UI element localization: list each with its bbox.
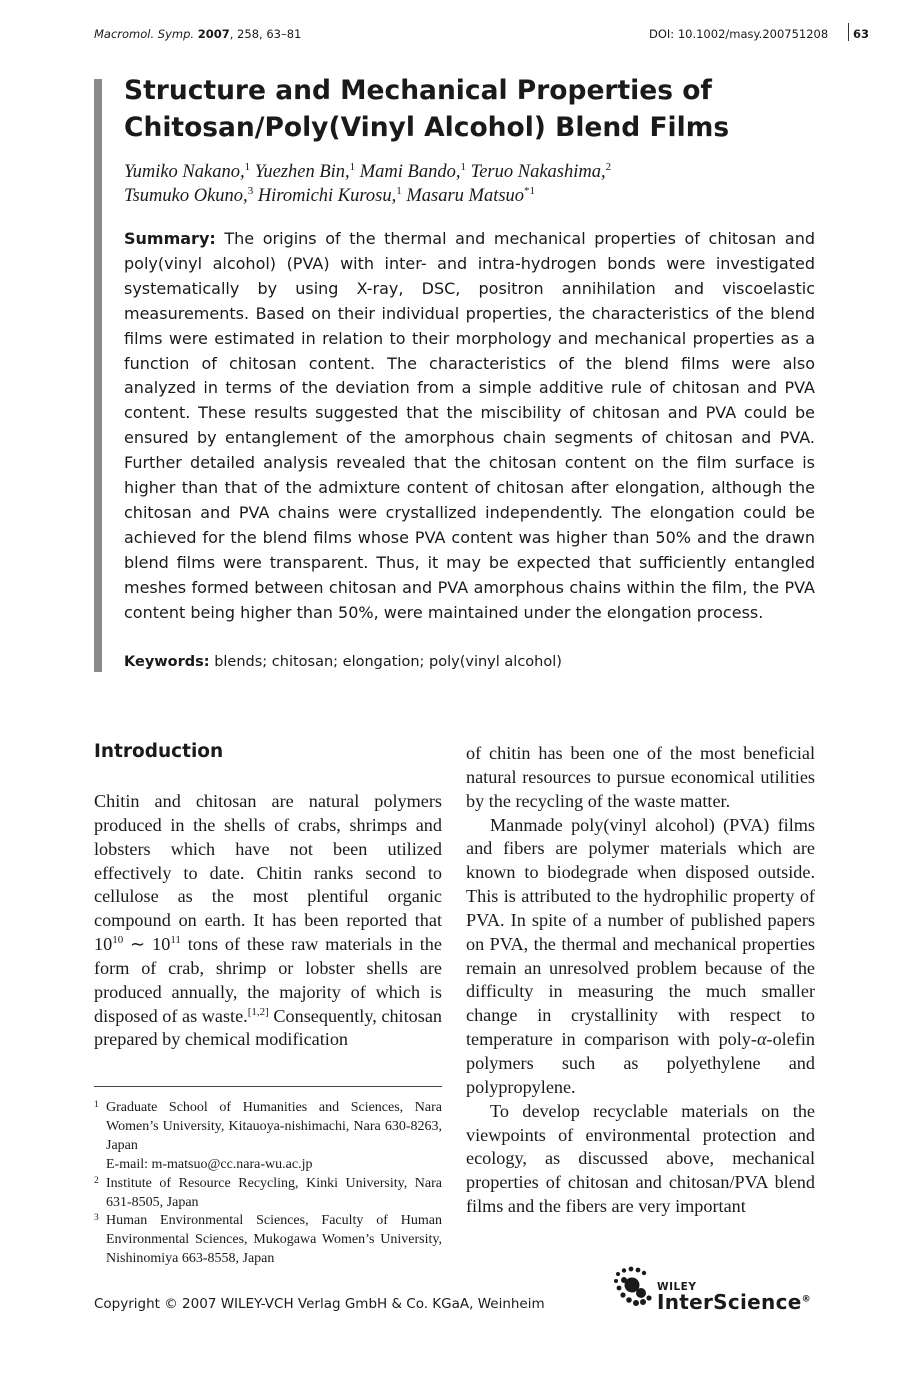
alpha-symbol: α — [756, 1029, 767, 1050]
author-affiliation-mark: 3 — [247, 185, 254, 197]
author-name: Yuezhen Bin, — [254, 162, 350, 182]
body-text: Chitin and chitosan are natural polymers produced in the shells of crabs, shrimps and lobsters which have not been utilized effectively to date. Chitin ranks second to cellulose as the most plentiful organic compound on earth. It has been reported that 10 — [94, 791, 442, 955]
footnote — [94, 1099, 442, 1175]
author-affiliation-mark: 1 — [244, 161, 251, 173]
author-name: Masaru Matsuo — [406, 186, 525, 206]
author-affiliation-mark: 1 — [349, 161, 356, 173]
journal-name: Macromol. Symp. — [94, 27, 195, 41]
body-text: -olefin polymers such as polyethylene and polypropylene. — [466, 1029, 815, 1097]
page-number: 63 — [853, 27, 870, 41]
abstract-side-bar — [94, 79, 102, 672]
author-name: Tsumuko Okuno, — [124, 186, 248, 206]
footnotes — [94, 1099, 442, 1269]
doi-link[interactable]: DOI: 10.1002/masy.200751208 — [649, 27, 829, 41]
footnote-email[interactable]: E-mail: m-matsuo@cc.nara-wu.ac.jp — [106, 1156, 313, 1172]
author-affiliation-mark: 1 — [460, 161, 466, 173]
author-affiliation-mark: 2 — [605, 161, 612, 173]
citation-reference[interactable]: [1,2] — [247, 1005, 269, 1018]
footnote-number: 2 — [94, 1175, 99, 1186]
footnote-text — [106, 1099, 442, 1175]
author-list — [124, 160, 824, 208]
header-divider — [848, 23, 849, 41]
author-name: Teruo Nakashima, — [470, 162, 606, 182]
logo-wordmark — [657, 1290, 811, 1314]
footnote-number: 3 — [94, 1213, 99, 1224]
title-line-1: Structure and Mechanical Properties of — [124, 75, 712, 106]
keywords — [124, 651, 815, 673]
footnote-separator — [94, 1086, 442, 1087]
body-text: Manmade poly(vinyl alcohol) (PVA) films and fibers are polymer materials which are known to biodegrade when disposed outside. This is attributed to the hydrophilic property of PVA. In spite of a number of published papers on PVA, the thermal and mechanical properties remain an unresolved problem because of the difficulty in measuring the much smaller change in crystallinity with respect to temperature in comparison with poly- — [466, 814, 815, 1050]
journal-pages: , 258, 63–81 — [229, 27, 302, 41]
footnote — [94, 1212, 442, 1269]
body-text: Consequently, chitosan prepared by chemical modification — [94, 1005, 442, 1050]
footnote — [94, 1175, 442, 1213]
body-text: To develop recyclable materials on the viewpoints of environmental protection and ecology, as discussed above, mechanical properties of chitosan and chitosan/PVA blend films and the fibers are very important — [466, 1100, 815, 1217]
author-name: Hiromichi Kurosu, — [257, 186, 397, 206]
footnote-line: Graduate School of Humanities and Sciences, Nara Women’s University, Kitauoya-nishimachi, Nara 630-8263, Japan — [106, 1100, 442, 1153]
author-affiliation-mark: *1 — [524, 185, 536, 197]
section-heading-introduction: Introduction — [94, 741, 224, 762]
logo-registered-mark: ® — [801, 1294, 811, 1305]
copyright-notice: Copyright © 2007 WILEY-VCH Verlag GmbH & Co. KGaA, Weinheim — [94, 1296, 545, 1312]
body-paragraph — [466, 814, 815, 1100]
author-affiliation-mark: 1 — [396, 185, 402, 197]
author-name: Yumiko Nakano, — [124, 162, 245, 182]
keywords-label: Keywords: — [124, 654, 210, 670]
body-paragraph — [94, 790, 442, 1052]
logo-publisher-text: WILEY — [657, 1281, 697, 1293]
superscript: 11 — [170, 934, 181, 947]
article-title — [124, 72, 824, 146]
running-header-citation — [94, 27, 301, 41]
body-paragraph — [466, 742, 815, 814]
footnote-number: 1 — [94, 1100, 99, 1110]
footnote-text: Institute of Resource Recycling, Kinki University, Nara 631-8505, Japan — [106, 1175, 442, 1210]
body-text: tons of these raw materials in the form of crab, shrimp or lobster shells are produced annually, the majority of which is disposed of as waste. — [94, 934, 442, 1026]
body-text: ∼ 10 — [123, 934, 171, 955]
superscript: 10 — [112, 934, 124, 947]
summary-text: The origins of the thermal and mechanical properties of chitosan and poly(vinyl alcohol) (PVA) with inter- and intra-hydrogen bonds were investigated systematically by using X-ray, DSC, positron annihilation and viscoelastic measurements. Based on their individual properties, the characteristics of the blend films were estimated in relation to their morphology and mechanical properties as a function of chitosan content. The characteristics of the blend films were also analyzed in terms of the deviation from a simple additive rule of chitosan and PVA content. These results suggested that the miscibility of chitosan and PVA could be ensured by entanglement of the amorphous chain segments of chitosan and PVA. Further detailed analysis revealed that the chitosan content on the film surface is higher than that of the admixture content of chitosan after elongation, although the chitosan and PVA chains were crystallized independently. The elongation could be achieved for the blend films whose PVA content was higher than 50% and the drawn blend films were transparent. Thus, it may be expected that sufficiently entangled meshes formed between chitosan and PVA amorphous chains within the film, the PVA content being higher than 50%, were maintained under the elongation process. — [124, 229, 815, 622]
body-paragraph — [466, 1100, 815, 1219]
journal-year: 2007 — [197, 27, 230, 41]
title-line-2: Chitosan/Poly(Vinyl Alcohol) Blend Films — [124, 112, 730, 143]
abstract-summary — [124, 227, 815, 626]
body-column-right — [466, 742, 815, 1219]
summary-label: Summary: — [124, 229, 216, 248]
body-text: of chitin has been one of the most beneficial natural resources to pursue economical utilities by the recycling of the waste matter. — [466, 743, 815, 811]
keywords-text: blends; chitosan; elongation; poly(vinyl alcohol) — [214, 654, 562, 670]
footnote-text: Human Environmental Sciences, Faculty of Human Environmental Sciences, Mukogawa Women’s University, Nishinomiya 663-8558, Japan — [106, 1213, 442, 1267]
body-column-left — [94, 790, 442, 1052]
author-name: Mami Bando, — [359, 162, 461, 182]
logo-name: InterScience — [657, 1290, 802, 1314]
